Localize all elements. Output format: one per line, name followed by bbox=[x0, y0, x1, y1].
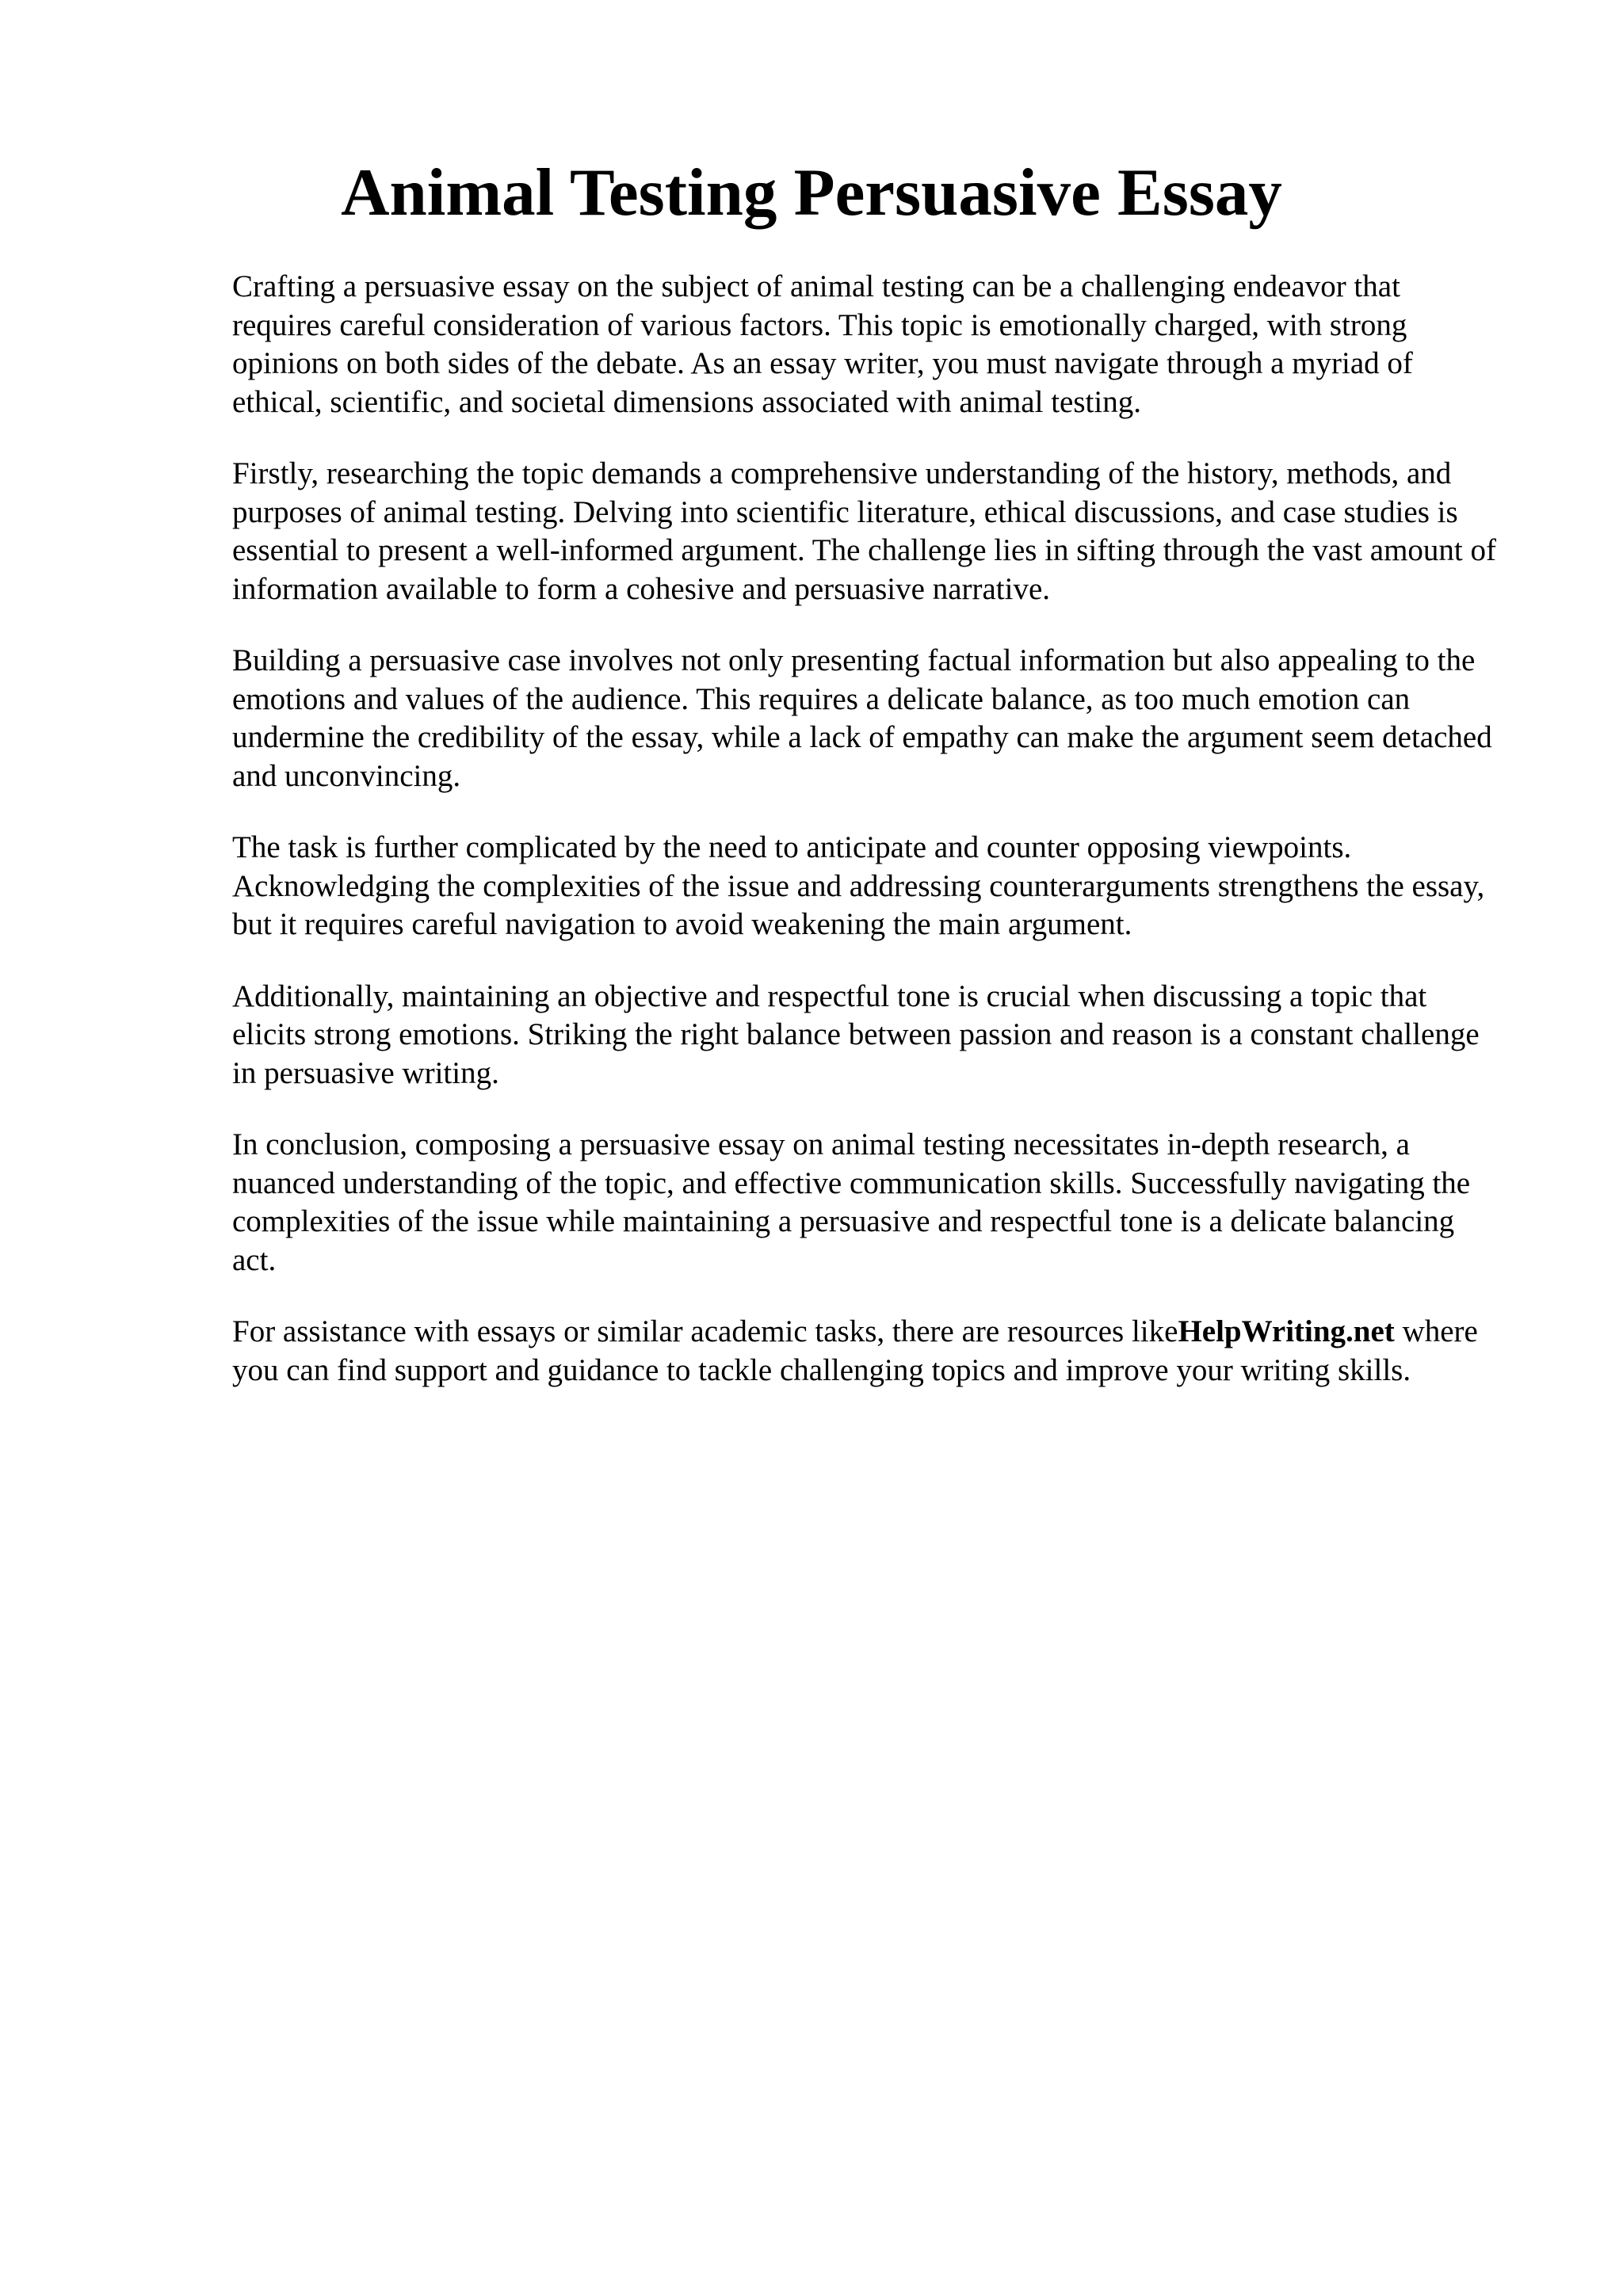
closing-tail-text: where you can find support and guidance to tackle challenging topics and improve your writing skills. bbox=[232, 1314, 1478, 1387]
essay-body bbox=[232, 268, 1500, 1423]
paragraph-research: Firstly, researching the topic demands a comprehensive understanding of the history, methods, and purposes of animal testing. Delving into scientific literature, ethical discussions, and case studies is essential to present a well-informed argument. The challenge lies in sifting through the vast amount of information available to form a cohesive and persuasive narrative. bbox=[232, 456, 1496, 606]
page-title: Animal Testing Persuasive Essay bbox=[341, 155, 1282, 230]
paragraph-closing bbox=[232, 1313, 1500, 1390]
paragraph-counterarguments: The task is further complicated by the need to anticipate and counter opposing viewpoints. Acknowledging the complexities of the issue and addressing counterarguments strengthens the essay, but it requires careful navigation to avoid weakening the main argument. bbox=[232, 830, 1485, 941]
paragraph-persuasion: Building a persuasive case involves not only presenting factual information but also appealing to the emotions and values of the audience. This requires a delicate balance, as too much emotion can undermine the credibility of the essay, while a lack of empathy can make the argument seem detached and unconvincing. bbox=[232, 643, 1492, 793]
closing-lead-text: For assistance with essays or similar academic tasks, there are resources like bbox=[232, 1314, 1178, 1348]
paragraph-tone: Additionally, maintaining an objective and respectful tone is crucial when discussing a topic that elicits strong emotions. Striking the right balance between passion and reason is a constant challenge in persuasive writing. bbox=[232, 978, 1480, 1090]
paragraph-intro: Crafting a persuasive essay on the subject of animal testing can be a challenging endeavor that requires careful consideration of various factors. This topic is emotionally charged, with strong opinions on both sides of the debate. As an essay writer, you must navigate through a myriad of ethical, scientific, and societal dimensions associated with animal testing. bbox=[232, 269, 1413, 419]
paragraph-conclusion: In conclusion, composing a persuasive essay on animal testing necessitates in-depth research, a nuanced understanding of the topic, and effective communication skills. Successfully navigating the complexities of the issue while maintaining a persuasive and respectful tone is a delicate balancing act. bbox=[232, 1127, 1471, 1277]
brand-name: HelpWriting.net bbox=[1178, 1314, 1395, 1348]
